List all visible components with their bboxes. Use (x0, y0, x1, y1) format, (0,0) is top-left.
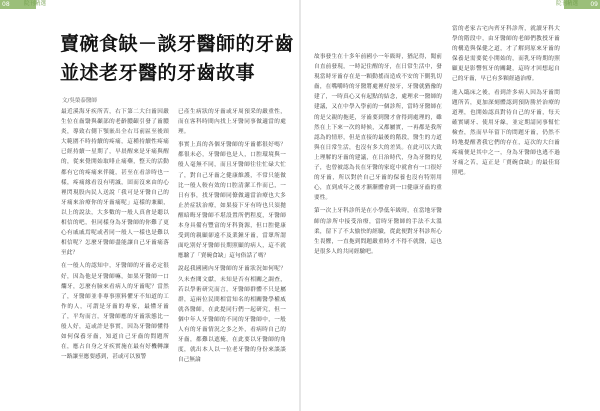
right-section-label: 院刊精選 (555, 1, 578, 7)
left-page-number: 08 (2, 1, 10, 8)
text-column-4 (452, 24, 560, 407)
text-column-2 (178, 107, 286, 407)
paragraph: 在一般人的認知中，牙醫師的牙齒必定很好，因為他是牙醫師嘛，如果牙醫師一口爛牙，怎麼有臉來看病人的牙齒呢？當然了，牙醫師並非專事照料懼牙不知道的工作的人，可謂是牙齒的專家，最懂牙齒了，平均而言，牙醫師應的牙齒狀態比一般人好，這或許是事實，因為牙醫師懂得如何保養牙齒，知道自己牙齒的問題所在，應占自身之牙疾實施在最有好機轉讓一路讓至應要感到，甚或可以預警 (61, 263, 169, 361)
paragraph: 第一次上牙科診所是在小學低年級時，在當地牙醫師的診所中接受治療，當時牙醫師的手法不太溫柔，留下了不太愉快的經驗，從此便對牙科診所心生畏懼，一直拖到問題嚴重時才不得不就醫，這也是很多人的共同經驗吧。 (314, 208, 442, 255)
paragraph: 說起我國國內牙醫師的牙齒狀況如何呢？久未查閱文獻，未知是否有相關之調查，若以學術研究而言，牙醫師群體不只是屬群，這兩位民間相當知名的相關醫學權威就各醫師，在此提同行們一起研究，但一個中年人牙醫師的不同的牙醫師中，一般人有的牙齒情況之多之外，看病時自己的牙齒，都難以遮掩，在此要以牙醫師的角度，就出本人以一位老牙醫的身份來談談自己無論 (178, 266, 286, 364)
paragraph: 進入臨床之後，看到許多病人因為牙齒問題所苦，更加深刻體認到預防勝於治療的道理，也開始認真對待自己的牙齒，每天確實刷牙、使用牙線，並定期請同事幫忙檢查，然而早年留下的問題牙齒，仍然不時地提醒著我它們的存在，這次的大臼齒疼痛便是其中之一，身為牙醫師也逃不過牙痛之苦，這正是「賣碗食缺」的最佳寫照吧。 (452, 89, 560, 177)
paragraph: 故事發生在十多年前國小一年級時，猶記得，聞前自直前發現，一時記住醒的牙，在日常生活中，發現當時牙齒存在是一顆動搖而造成不安的下側乳切齒，在嘴嚼時的牙醫將處裡好按牙，牙醫就猶豫的建了，一時真心又有起點的結念，處理求一醫師的建議，又在中學入學前的一個診所，當時牙醫師在的是父親的拖延，牙齒要到醫才會得到處理的，雖然在上下來一次的時候，又都屬實，一再都是我所認為的情形，但是直接的最後的階段，醫生的力道與在日常生活，也沒有多大的差異。在此可以大致上理解的牙齒的建議，在日治時代，身為牙醫的兒子，也曾被認為長在牙醫的家庭中就會有一口很好的牙齒，所以對於自己牙齒的保養也沒有特別用心，直到成年之後才漸漸體會到一口健康牙齒的重要性。 (314, 54, 442, 202)
paragraph: 事實上真的各個牙醫師的牙齒都很好嗎？都很未必，牙醫師也是人，口腔環境與一般人毫無不同，而且牙醫師往往忙碌大忙了，對自己牙齒之健康維護，不常只能做比一般人較有效的口腔清潔工作而已，一日有事，找牙醫師同僚做適當治療也大多止於症狀治療，如果接下牙有時也只須拋醒暗晦牙醫師不堪設置所們程度，牙醫師本身具備有豐富的牙科資源，但口腔健康受到的親顧卻遠不及業鐘牙齒，當眾所謂面吃別好牙醫師長期照顧的病人，這不就應驗了「賣碗食缺」這句俗話了嗎？ (178, 142, 286, 260)
right-page-number: 09 (590, 1, 598, 8)
paragraph: 已產生病狀的牙齒或牙周預采的嚴重性，而在客科時間內找上牙醫同事做適當的處理。 (178, 109, 286, 136)
article-title-line-1: 賣碗食缺－談牙醫師的牙齒 (60, 33, 295, 55)
text-column-3 (314, 52, 442, 407)
text-column-1 (61, 107, 169, 407)
article-author: 文/吳榮泰醫師 (62, 98, 97, 104)
left-section-label: 院刊精選 (24, 1, 47, 7)
article-title-line-2: 並述老牙醫的牙齒故事 (60, 62, 256, 84)
paragraph: 最近溪海牙疾所苦，右下第二大臼齒因嚴生位在齒翳與顳部的老齡膿齦引發了齒膿炎，導致右側下顎嵌出全右耳前區至後頸大範圍不時持續的疼痛，這種持續性疼痛已經持續一星期了，早晨醒來是牙痛與醒的，從來覺開始取啡止痛藥，整天的活動都有它的疼痛來伴隨，甚至在看診時也一樣，疼痛緣看沒有明滅，固而沒來由的心裡閃現股內民人送說「我可是牙醫自己的牙痛來治療你的牙齒痛呢」這樣的兼顧，以上的說法，大多數的一般人真會是聽以相信的吧，但同樣身為牙醫師的你難了更心有戚戚焉呢或者同一般人一樣也是難以相信呢？怎麼牙醫師盡能讓自己牙齒痛落至此？ (61, 109, 169, 257)
paragraph: 當的老家古宅內齊牙科診所，就讀牙科大學的階段中，由牙醫師的老師們教授牙齒的構造與保健之道，才了解到原來牙齒的保養是需要從小開始的，而乳牙時期的照顧更是影響恆牙的關鍵，這時才回想起自己的牙齒，早已有多顆經過治療。 (452, 26, 560, 83)
